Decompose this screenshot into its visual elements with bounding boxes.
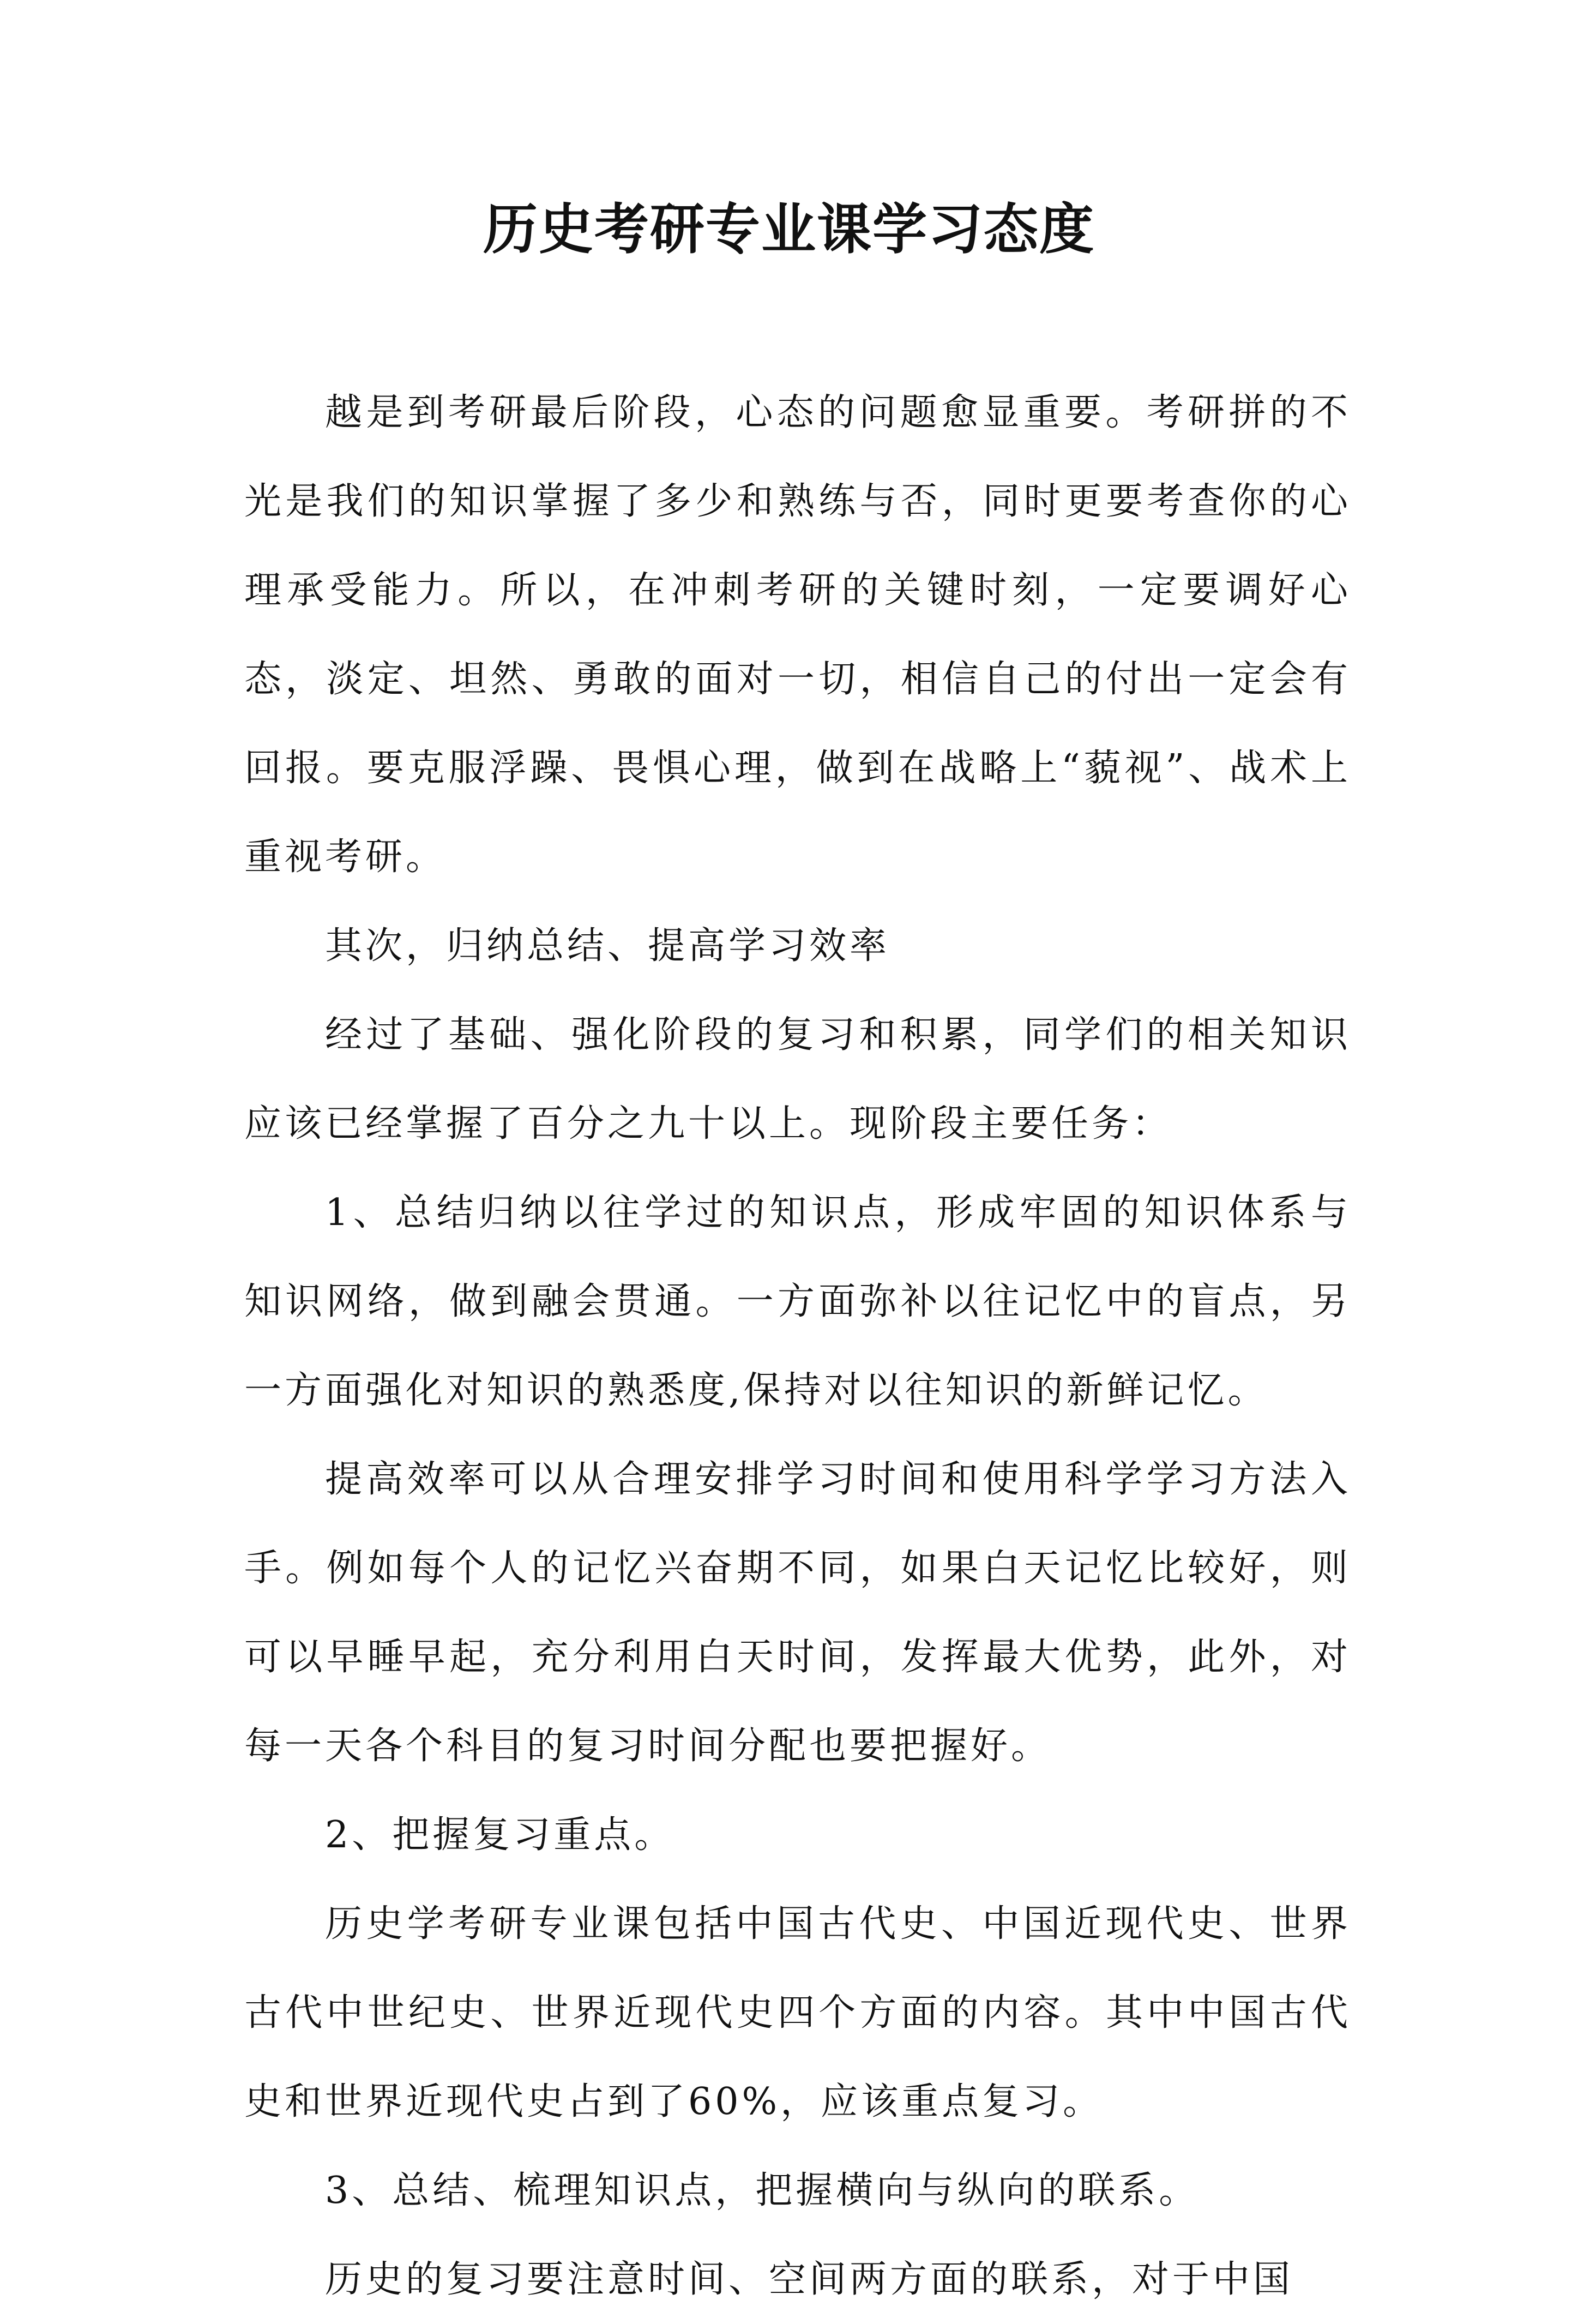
paragraph: 提高效率可以从合理安排学习时间和使用科学学习方法入手。例如每个人的记忆兴奋期不同，如果白天记忆比较好，则可以早睡早起，充分利用白天时间，发挥最大优势，此外，对每一天各个科目的复习时间分配也要把握好。: [244, 1458, 1351, 1768]
paragraph: 2、把握复习重点。: [325, 1813, 675, 1857]
paragraph: 其次，归纳总结、提高学习效率: [325, 924, 890, 968]
paragraph: 3、总结、梳理知识点，把握横向与纵向的联系。: [325, 2169, 1200, 2212]
paragraph: 越是到考研最后阶段，心态的问题愈显重要。考研拼的不光是我们的知识掌握了多少和熟练与否，同时更要考查你的心理承受能力。所以，在冲刺考研的关键时刻，一定要调好心态，淡定、坦然、勇敢的面对一切，相信自己的付出一定会有回报。要克服浮躁、畏惧心理，做到在战略上“藐视”、战术上重视考研。: [244, 391, 1351, 879]
paragraph: 历史的复习要注意时间、空间两方面的联系，对于中国: [325, 2258, 1294, 2301]
document-body: [244, 368, 1351, 2324]
document-title: 历史考研专业课学习态度: [483, 197, 1095, 261]
paragraph: 经过了基础、强化阶段的复习和积累，同学们的相关知识应该已经掌握了百分之九十以上。现阶段主要任务：: [244, 1013, 1351, 1145]
paragraph: 历史学考研专业课包括中国古代史、中国近现代史、世界古代中世纪史、世界近现代史四个方面的内容。其中中国古代史和世界近现代史占到了60%，应该重点复习。: [244, 1902, 1351, 2123]
paragraph: 1、总结归纳以往学过的知识点，形成牢固的知识体系与知识网络，做到融会贯通。一方面弥补以往记忆中的盲点，另一方面强化对知识的熟悉度,保持对以往知识的新鲜记忆。: [244, 1191, 1351, 1412]
